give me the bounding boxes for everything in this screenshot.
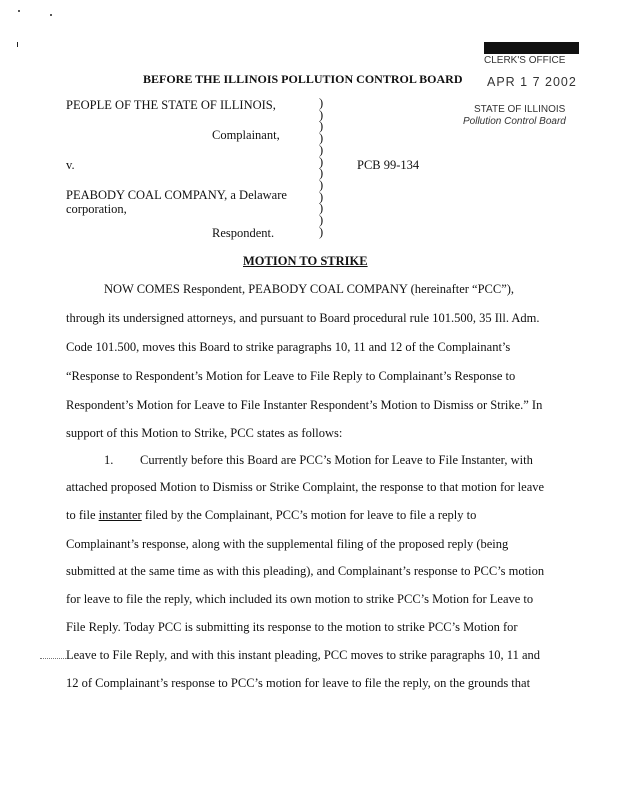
paragraph-line: Leave to File Reply, and with this instant pleading, PCC moves to strike paragraphs 10, 11 and [66,648,540,662]
intro-line: NOW COMES Respondent, PEABODY COAL COMPANY (hereinafter “PCC”), [104,282,515,296]
scan-speck [50,14,52,16]
scan-dotted-artifact [40,658,66,659]
paragraph-line: Complainant’s response, along with the supplemental filing of the proposed reply (being [66,537,509,551]
paragraph-text: to file [66,508,99,522]
redaction-bar [484,42,579,54]
instanter-underlined: instanter [98,508,142,522]
intro-line: Respondent’s Motion for Leave to File Instanter Respondent’s Motion to Dismiss or Strike.” In [66,398,543,412]
paragraph-line: File Reply. Today PCC is submitting its response to the motion to strike PCC’s Motion for [66,620,518,634]
intro-line: support of this Motion to Strike, PCC states as follows: [66,426,343,440]
intro-line: Code 101.500, moves this Board to strike paragraphs 10, 11 and 12 of the Complainant’s [66,340,511,354]
stamp-date: APR 1 7 2002 [487,75,577,89]
paragraph-line [66,508,476,523]
intro-line: through its undersigned attorneys, and pursuant to Board procedural rule 101.500, 35 Ill. Adm. [66,311,540,325]
versus: v. [66,158,75,172]
stamp-board: Pollution Control Board [463,116,566,127]
paragraph-number: 1. [104,453,114,467]
paragraph-line: 12 of Complainant’s response to PCC’s motion for leave to file the reply, on the grounds that [66,676,531,690]
paragraph-line: attached proposed Motion to Dismiss or Strike Complaint, the response to that motion for leave [66,480,545,494]
paragraph-line: Currently before this Board are PCC’s Motion for Leave to File Instanter, with [140,453,533,467]
stamp-state: STATE OF ILLINOIS [474,104,566,115]
paragraph-line: for leave to file the reply, which included its own motion to strike PCC’s Motion for Leave to [66,592,534,606]
motion-heading: MOTION TO STRIKE [243,254,368,268]
scan-speck [17,42,18,47]
defendant-role: Respondent. [212,226,275,240]
document-title: BEFORE THE ILLINOIS POLLUTION CONTROL BOARD [143,72,463,86]
plaintiff-role: Complainant, [212,128,280,142]
defendant-name: PEABODY COAL COMPANY, a Delaware [66,188,287,202]
paragraph-text: filed by the Complainant, PCC’s motion for leave to file a reply to [141,508,477,522]
defendant-name-cont: corporation, [66,202,127,216]
case-number: PCB 99-134 [357,158,420,172]
scan-speck [18,10,20,12]
caption-parentheses: ) ) ) ) ) ) ) ) ) ) ) ) [319,96,324,239]
paragraph-line: submitted at the same time as with this pleading), and Complainant’s response to PCC’s motion [66,564,545,578]
intro-line: “Response to Respondent’s Motion for Leave to File Reply to Complainant’s Response to [66,369,516,383]
plaintiff-name: PEOPLE OF THE STATE OF ILLINOIS, [66,98,276,112]
clerk-office-stamp: CLERK'S OFFICE [484,55,566,66]
